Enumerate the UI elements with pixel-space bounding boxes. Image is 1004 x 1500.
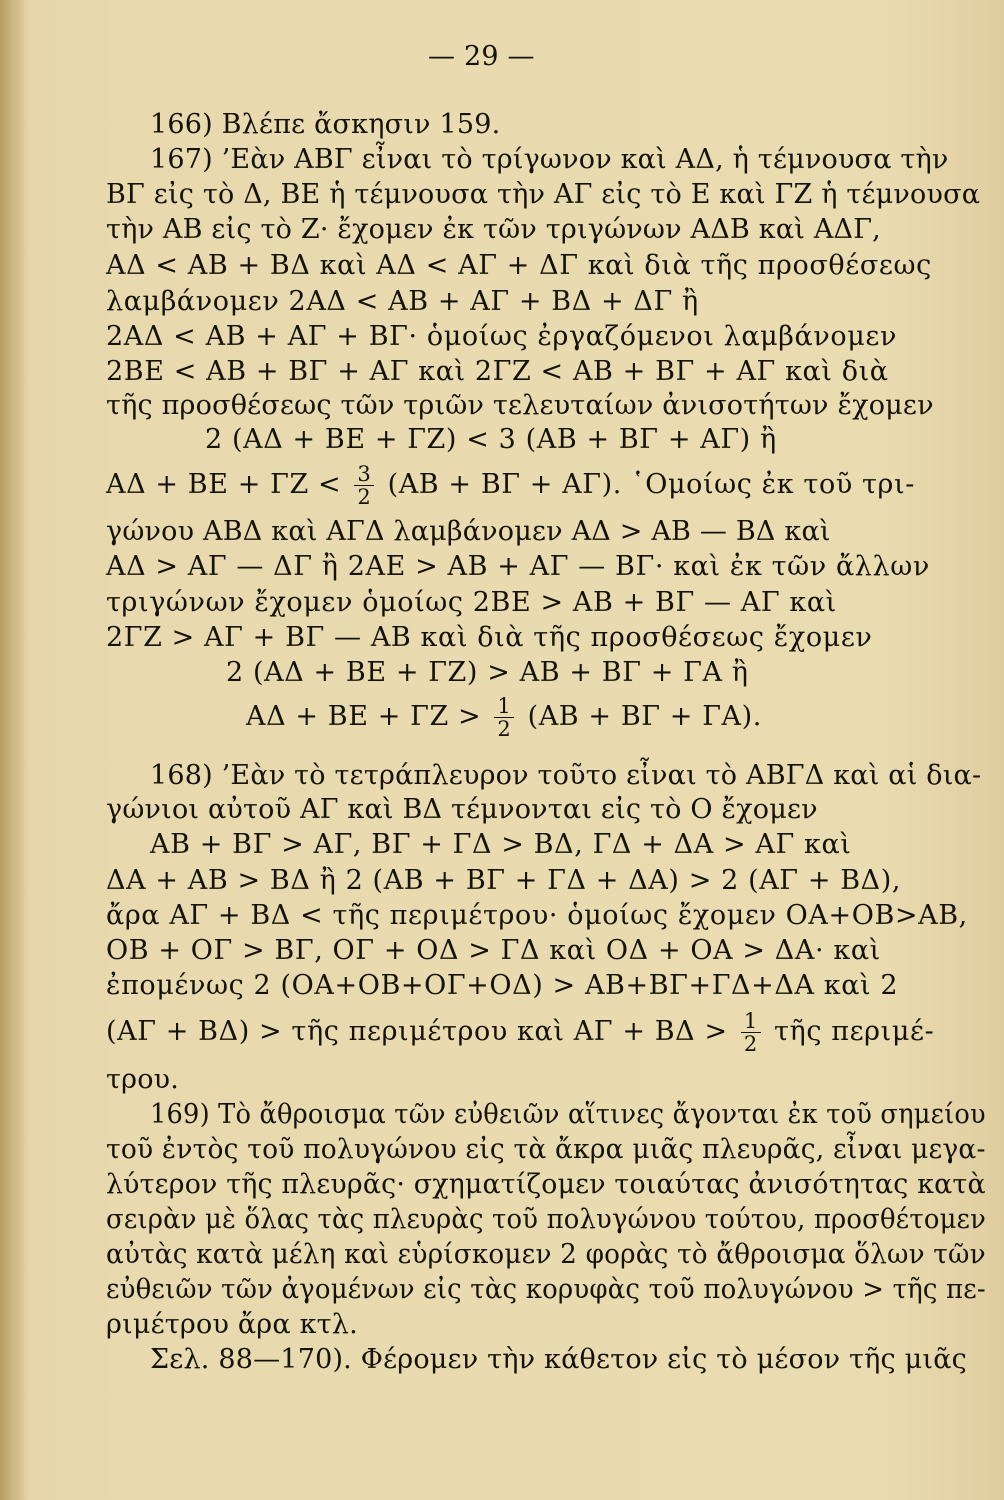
text-line-33: ριμέτρου ἄρα κτλ. [106,1309,358,1340]
fraction-denominator: 2 [497,717,512,741]
text-line-26: τρου. [106,1064,180,1095]
fraction-one-half [741,1010,761,1055]
text-line-9: τῆς προσθέσεως τῶν τριῶν τελευταίων ἀνισοτήτων ἔχομεν [106,390,934,421]
text-line-29: λύτερον τῆς πλευρᾶς· σχηματίζομεν τοιαύτας ἀνισότητας κατὰ [106,1169,986,1200]
text-line-7: 2ΑΔ < ΑΒ + ΑΓ + ΒΓ· ὁμοίως ἐργαζόμενοι λαμβάνομεν [106,321,897,352]
text-line-19: γώνιοι αὐτοῦ ΑΓ καὶ ΒΔ τέμνονται εἰς τὸ Ο ἔχομεν [106,794,818,825]
equation-lhs: ΑΔ + ΒΕ + ΓΖ > [246,701,482,732]
text-line-28: τοῦ ἐντὸς τοῦ πολυγώνου εἰς τὰ ἄκρα μιᾶς πλευρᾶς, εἶναι μεγα- [106,1134,986,1165]
equation-rhs: (ΑΒ + ΒΓ + ΓΑ). [527,701,762,732]
fraction-three-halves [354,463,374,508]
text-line-15: 2ΓΖ > ΑΓ + ΒΓ — ΑΒ καὶ διὰ τῆς προσθέσεως ἔχομεν [106,622,873,653]
text-line-23: ΟΒ + ΟΓ > ΒΓ, ΟΓ + ΟΔ > ΓΔ καὶ ΟΔ + ΟΑ > ΔΑ· καὶ [106,935,881,966]
text-line-22: ἄρα ΑΓ + ΒΔ < τῆς περιμέτρου· ὁμοίως ἔχομεν ΟΑ+ΟΒ>ΑΒ, [106,900,968,931]
text-line-3: ΒΓ εἰς τὸ Δ, ΒΕ ἡ τέμνουσα τὴν ΑΓ εἰς τὸ Ε καὶ ΓΖ ἡ τέμνουσα [106,179,981,210]
equation-line-11 [106,463,915,508]
text-line-18: 168) ’Εὰν τὸ τετράπλευρον τοῦτο εἶναι τὸ ΑΒΓΔ καὶ αἱ δια- [150,760,982,791]
equation-rhs: τῆς περιμέ- [774,1016,935,1047]
text-line-8: 2ΒΕ < ΑΒ + ΒΓ + ΑΓ καὶ 2ΓΖ < ΑΒ + ΒΓ + ΑΓ καὶ διὰ [106,356,889,387]
equation-line-16: 2 (ΑΔ + ΒΕ + ΓΖ) > ΑΒ + ΒΓ + ΓΑ ἢ [226,657,749,688]
text-line-21: ΔΑ + ΑΒ > ΒΔ ἢ 2 (ΑΒ + ΒΓ + ΓΔ + ΔΑ) > 2 (ΑΓ + ΒΔ), [106,865,902,896]
equation-rhs: (ΑΒ + ΒΓ + ΑΓ). ῾Ομοίως ἐκ τοῦ τρι- [387,469,915,500]
text-line-20: ΑΒ + ΒΓ > ΑΓ, ΒΓ + ΓΔ > ΒΔ, ΓΔ + ΔΑ > ΑΓ καὶ [150,829,852,860]
equation-line-10: 2 (ΑΔ + ΒΕ + ΓΖ) < 3 (ΑΒ + ΒΓ + ΑΓ) ἢ [205,424,777,455]
text-line-13: ΑΔ > ΑΓ — ΔΓ ἢ 2ΑΕ > ΑΒ + ΑΓ — ΒΓ· καὶ ἐκ τῶν ἄλλων [106,551,930,582]
equation-lhs: ΑΔ + ΒΕ + ΓΖ < [106,469,342,500]
text-line-30: σειρὰν μὲ ὅλας τὰς πλευρὰς τοῦ πολυγώνου τούτου, προσθέτομεν [106,1204,987,1235]
text-line-32: εὐθειῶν τῶν ἀγομένων εἰς τὰς κορυφὰς τοῦ πολυγώνου > τῆς πε- [106,1274,986,1305]
equation-lhs: (ΑΓ + ΒΔ) > τῆς περιμέτρου καὶ ΑΓ + ΒΔ > [106,1016,728,1047]
fraction-one-half [494,695,514,740]
page-number: — 29 — [428,41,535,72]
binding-shadow [0,0,26,1500]
text-line-4: τὴν ΑΒ εἰς τὸ Ζ· ἔχομεν ἐκ τῶν τριγώνων ΑΔΒ καὶ ΑΔΓ, [106,214,881,245]
text-line-27: 169) Τὸ ἄθροισμα τῶν εὐθειῶν αἵτινες ἄγονται ἐκ τοῦ σημείου [150,1099,986,1130]
text-line-24: ἐπομένως 2 (ΟΑ+ΟΒ+ΟΓ+ΟΔ) > ΑΒ+ΒΓ+ΓΔ+ΔΑ καὶ 2 [106,970,899,1001]
fraction-denominator: 2 [743,1032,758,1056]
fraction-denominator: 2 [357,485,372,509]
text-line-34: Σελ. 88—170). Φέρομεν τὴν κάθετον εἰς τὸ μέσον τῆς μιᾶς [150,1344,967,1375]
text-line-12: γώνου ΑΒΔ καὶ ΑΓΔ λαμβάνομεν ΑΔ > ΑΒ — ΒΔ καὶ [106,516,831,547]
fraction-numerator: 3 [354,463,374,486]
text-line-25 [106,1010,934,1055]
text-line-14: τριγώνων ἔχομεν ὁμοίως 2ΒΕ > ΑΒ + ΒΓ — ΑΓ καὶ [106,587,837,618]
text-line-2: 167) ’Εὰν ΑΒΓ εἶναι τὸ τρίγωνον καὶ ΑΔ, ἡ τέμνουσα τὴν [150,144,949,175]
text-line-5: ΑΔ < ΑΒ + ΒΔ καὶ ΑΔ < ΑΓ + ΔΓ καὶ διὰ τῆς προσθέσεως [106,250,932,281]
text-line-31: αὐτὰς κατὰ μέλη καὶ εὑρίσκομεν 2 φορὰς τὸ ἄθροισμα ὅλων τῶν [106,1239,986,1270]
fraction-numerator: 1 [741,1010,761,1033]
fraction-numerator: 1 [494,695,514,718]
equation-line-17 [246,695,762,740]
text-line-6: λαμβάνομεν 2ΑΔ < ΑΒ + ΑΓ + ΒΔ + ΔΓ ἢ [106,286,699,317]
text-line-1: 166) Βλέπε ἄσκησιν 159. [150,109,501,140]
